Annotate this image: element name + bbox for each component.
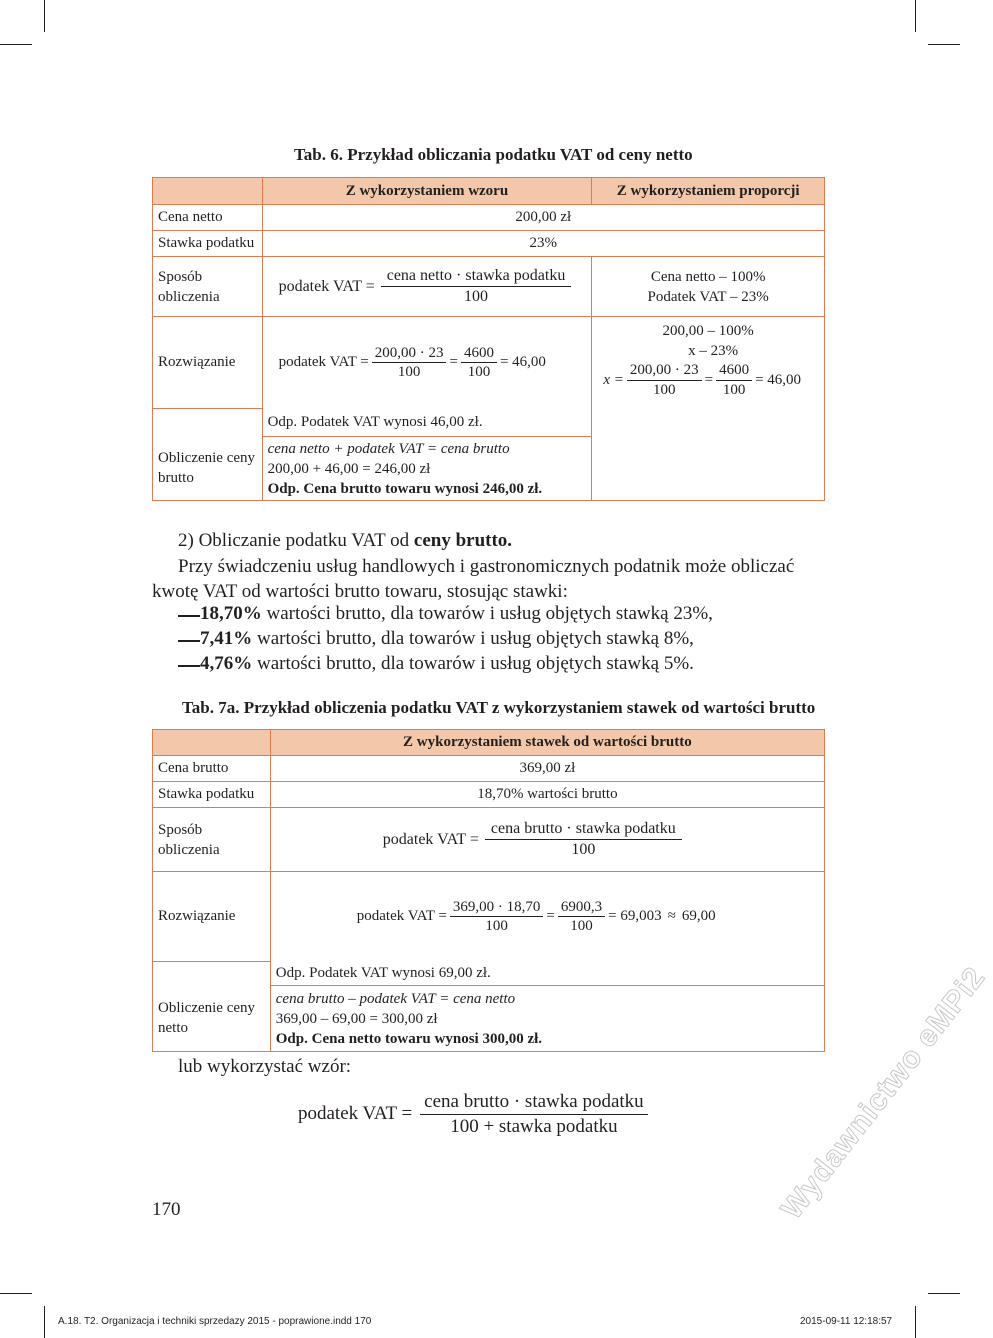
footer-file-info: A.18. T2. Organizacja i techniki sprzedazy 2015 - poprawione.indd 170 bbox=[58, 1316, 372, 1327]
formula-numerator: 4600 bbox=[716, 361, 752, 381]
publisher-watermark: Wydawnictwo eMPi2 bbox=[775, 960, 992, 1226]
empty-cell bbox=[153, 409, 263, 437]
formula-denominator: 100 bbox=[652, 381, 676, 398]
empty-cell bbox=[153, 962, 271, 986]
solution-label: Rozwiązanie bbox=[153, 317, 263, 409]
gross-calc-answer: Odp. Cena brutto towaru wynosi 246,00 zł. bbox=[267, 480, 543, 497]
formula-lhs: podatek VAT = bbox=[278, 354, 369, 371]
tax-rate-value: 23% bbox=[262, 231, 824, 257]
net-calc-formula: cena brutto – podatek VAT = cena netto bbox=[275, 990, 516, 1007]
formula-result: = 69,003 bbox=[608, 908, 662, 925]
list-dash bbox=[178, 615, 200, 617]
net-calc-answer: Odp. Cena netto towaru wynosi 300,00 zł. bbox=[275, 1030, 543, 1047]
net-price-label: Cena netto bbox=[153, 205, 263, 231]
formula-lhs: podatek VAT = bbox=[278, 277, 375, 295]
crop-mark bbox=[915, 0, 916, 32]
crop-mark bbox=[915, 1306, 916, 1338]
tax-rate-value: 18,70% wartości brutto bbox=[270, 782, 824, 808]
crop-mark bbox=[44, 0, 45, 32]
tax-rate-label: Stawka podatku bbox=[153, 782, 271, 808]
crop-mark bbox=[0, 1293, 32, 1294]
formula-numerator: 6900,3 bbox=[558, 898, 605, 918]
rate-value: 7,41% bbox=[200, 628, 253, 649]
section-heading-bold: ceny brutto. bbox=[413, 530, 513, 551]
formula-denominator: 100 bbox=[570, 918, 593, 935]
solution-label: Rozwiązanie bbox=[153, 872, 271, 962]
alt-formula-intro: lub wykorzystać wzór: bbox=[178, 1056, 352, 1077]
formula-denominator: 100 bbox=[467, 364, 491, 381]
proportion-line: Cena netto – 100% bbox=[650, 268, 766, 285]
alt-formula bbox=[298, 1090, 651, 1139]
formula-denominator: 100 bbox=[571, 841, 596, 858]
table-caption: Tab. 7a. Przykład obliczenia podatku VAT z wykorzystaniem stawek od wartości brutto bbox=[182, 698, 816, 717]
formula-lhs: podatek VAT = bbox=[356, 908, 447, 925]
solution-answer: Odp. Podatek VAT wynosi 46,00 zł. bbox=[262, 409, 592, 437]
empty-header bbox=[153, 178, 263, 205]
formula-denominator: 100 + stawka podatku bbox=[450, 1115, 618, 1137]
equals-sign: = bbox=[449, 354, 458, 371]
formula-denominator: 100 bbox=[397, 364, 421, 381]
formula-numerator: cena netto · stawka podatku bbox=[381, 266, 572, 287]
rate-desc: wartości brutto, dla towarów i usług objętych stawką 8%, bbox=[252, 628, 694, 649]
formula-result: = 46,00 bbox=[755, 371, 802, 388]
gross-calc-numbers: 200,00 + 46,00 = 246,00 zł bbox=[267, 460, 431, 477]
proportion-line: Podatek VAT – 23% bbox=[647, 288, 769, 305]
net-price-value: 200,00 zł bbox=[262, 205, 824, 231]
list-item bbox=[200, 653, 694, 675]
formula-numerator: cena brutto · stawka podatku bbox=[485, 819, 682, 840]
gross-price-label: Cena brutto bbox=[153, 756, 271, 782]
header-proportion: Z wykorzystaniem proporcji bbox=[592, 178, 825, 205]
formula-denominator: 100 bbox=[722, 381, 746, 398]
gross-calc-formula: cena netto + podatek VAT = cena brutto bbox=[267, 440, 510, 457]
footer-timestamp: 2015-09-11 12:18:57 bbox=[800, 1316, 893, 1327]
list-item bbox=[200, 603, 713, 625]
rate-desc: wartości brutto, dla towarów i usług objętych stawką 5%. bbox=[252, 653, 694, 674]
crop-mark bbox=[44, 1306, 45, 1338]
proportion-line: x – 23% bbox=[688, 343, 739, 359]
solution-answer: Odp. Podatek VAT wynosi 69,00 zł. bbox=[270, 962, 824, 986]
table-caption: Tab. 6. Przykład obliczania podatku VAT od ceny netto bbox=[294, 145, 693, 164]
crop-mark bbox=[928, 1293, 960, 1294]
formula-result: = 46,00 bbox=[499, 354, 546, 371]
list-item bbox=[200, 628, 694, 650]
rate-desc: wartości brutto, dla towarów i usług objętych stawką 23%, bbox=[261, 603, 713, 624]
formula-denominator: 100 bbox=[464, 288, 489, 305]
formula-denominator: 100 bbox=[485, 918, 508, 935]
method-proportion bbox=[592, 257, 825, 317]
formula-numerator: 369,00 · 18,70 bbox=[450, 898, 544, 918]
section-heading-text: 2) Obliczanie podatku VAT od bbox=[178, 530, 414, 551]
net-calc-numbers: 369,00 – 69,00 = 300,00 zł bbox=[275, 1010, 438, 1027]
header-formula: Z wykorzystaniem wzoru bbox=[262, 178, 592, 205]
crop-mark bbox=[928, 44, 960, 45]
vat-net-table bbox=[152, 177, 825, 501]
formula-numerator: 200,00 · 23 bbox=[372, 344, 447, 364]
paragraph-line: Przy świadczeniu usług handlowych i gastronomicznych podatnik może obliczać bbox=[178, 556, 795, 577]
crop-mark bbox=[0, 44, 32, 45]
approx-sign: ≈ bbox=[667, 908, 676, 925]
proportion-line: 200,00 – 100% bbox=[662, 323, 754, 339]
rate-value: 4,76% bbox=[200, 653, 253, 674]
formula-numerator: 4600 bbox=[461, 344, 497, 364]
equals-sign: = bbox=[546, 908, 555, 925]
list-dash bbox=[178, 640, 200, 642]
rounded-result: 69,00 bbox=[681, 908, 716, 925]
method-formula bbox=[270, 808, 824, 872]
vat-gross-table bbox=[152, 729, 825, 1052]
net-calc bbox=[270, 986, 824, 1052]
gross-price-value: 369,00 zł bbox=[270, 756, 824, 782]
solution-formula bbox=[262, 317, 592, 409]
paragraph-line: kwotę VAT od wartości brutto towaru, stosując stawki: bbox=[152, 581, 568, 602]
net-calc-label: Obliczenie ceny netto bbox=[153, 986, 271, 1052]
solution-proportion bbox=[592, 317, 825, 501]
method-formula bbox=[262, 257, 592, 317]
method-label: Sposób obliczenia bbox=[153, 257, 263, 317]
method-label: Sposób obliczenia bbox=[153, 808, 271, 872]
formula-lhs: podatek VAT = bbox=[382, 830, 479, 848]
empty-header bbox=[153, 730, 271, 756]
solution-formula bbox=[270, 872, 824, 962]
rate-value: 18,70% bbox=[200, 603, 262, 624]
gross-calc-label: Obliczenie ceny brutto bbox=[153, 437, 263, 501]
equals-sign: = bbox=[704, 371, 714, 388]
formula-lhs: x = bbox=[603, 371, 624, 388]
page-number: 170 bbox=[152, 1199, 181, 1220]
list-dash bbox=[178, 665, 200, 667]
formula-numerator: cena brutto · stawka podatku bbox=[420, 1090, 647, 1115]
header-gross-rates: Z wykorzystaniem stawek od wartości brutto bbox=[270, 730, 824, 756]
tax-rate-label: Stawka podatku bbox=[153, 231, 263, 257]
section-heading bbox=[178, 529, 512, 553]
formula-numerator: 200,00 · 23 bbox=[627, 361, 702, 381]
formula-lhs: podatek VAT = bbox=[298, 1103, 413, 1125]
gross-calc bbox=[262, 437, 592, 501]
